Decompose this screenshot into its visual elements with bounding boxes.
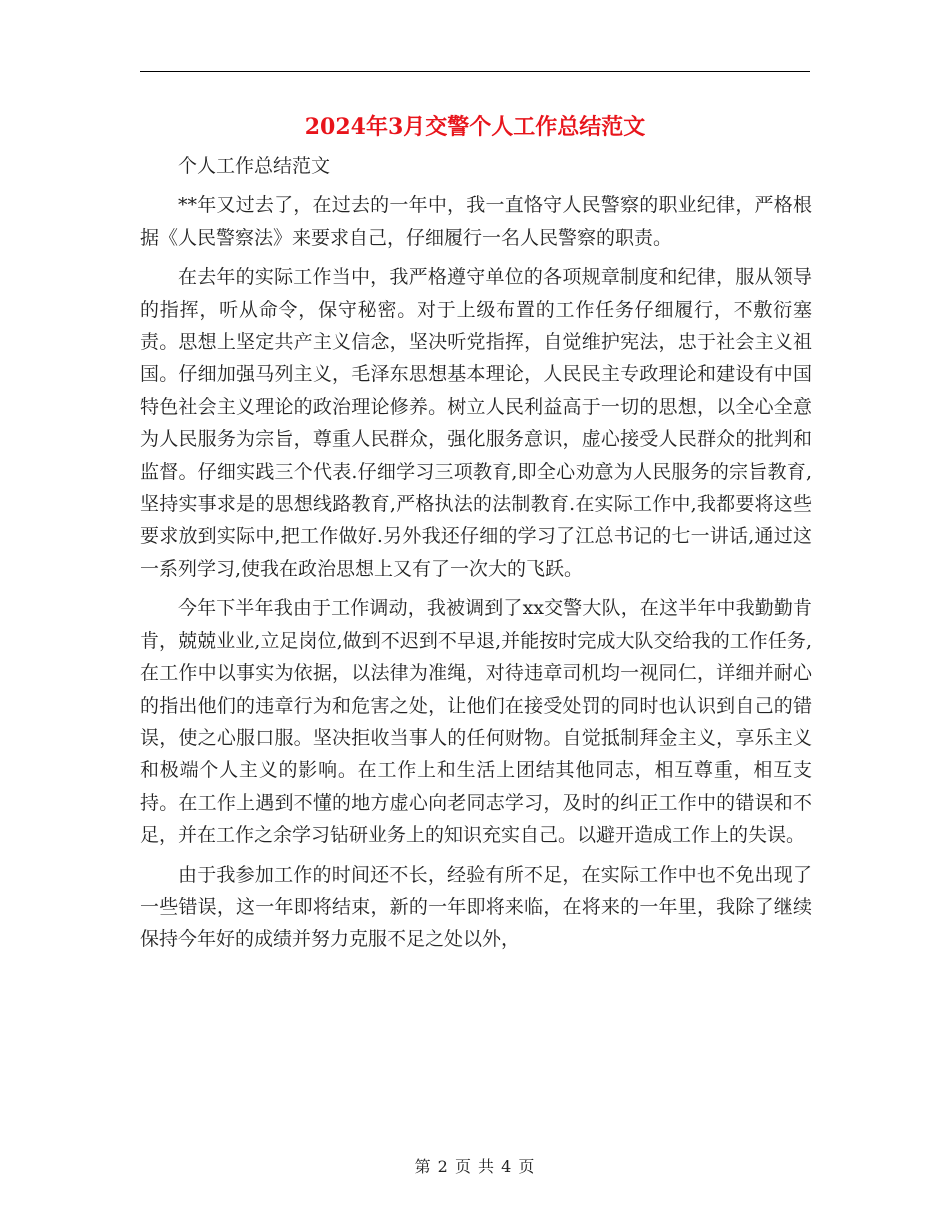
body-paragraph: 在去年的实际工作当中，我严格遵守单位的各项规章制度和纪律，服从领导的指挥，听从命令，保守秘密。对于上级布置的工作任务仔细履行，不敷衍塞责。思想上坚定共产主义信念，坚决听党指挥，自觉维护宪法，忠于社会主义祖国。仔细加强马列主义，毛泽东思想基本理论，人民民主专政理论和建设有中国特色社会主义理论的政治理论修养。树立人民利益高于一切的思想，以全心全意为人民服务为宗旨，尊重人民群众，强化服务意识，虚心接受人民群众的批判和监督。仔细实践三个代表.仔细学习三项教育,即全心劝意为人民服务的宗旨教育,坚持实事求是的思想线路教育,严格执法的法制教育.在实际工作中,我都要将这些要求放到实际中,把工作做好.另外我还仔细的学习了江总书记的七一讲话,通过这一系列学习,使我在政治思想上又有了一次大的飞跃。 [140, 266, 812, 580]
body-paragraph: 由于我参加工作的时间还不长，经验有所不足，在实际工作中也不免出现了一些错误，这一年即将结束，新的一年即将来临，在将来的一年里，我除了继续保持今年好的成绩并努力克服不足之处以外， [140, 863, 812, 951]
document-title: 2024年3月交警个人工作总结范文 [304, 114, 646, 140]
body-paragraph: **年又过去了，在过去的一年中，我一直恪守人民警察的职业纪律，严格根据《人民警察法》来要求自己，仔细履行一名人民警察的职责。 [140, 194, 812, 249]
document-body [140, 150, 812, 963]
subtitle-paragraph: 个人工作总结范文 [178, 155, 331, 177]
header-rule [140, 71, 810, 72]
body-paragraph: 今年下半年我由于工作调动，我被调到了xx交警大队，在这半年中我勤勤肯肯，兢兢业业,立足岗位,做到不迟到不早退,并能按时完成大队交给我的工作任务,在工作中以事实为依据，以法律为准绳，对待违章司机均一视同仁，详细并耐心的指出他们的违章行为和危害之处，让他们在接受处罚的同时也认识到自己的错误，使之心服口服。坚决拒收当事人的任何财物。自觉抵制拜金主义，享乐主义和极端个人主义的影响。在工作上和生活上团结其他同志，相互尊重，相互支持。在工作上遇到不懂的地方虚心向老同志学习，及时的纠正工作中的错误和不足，并在工作之余学习钻研业务上的知识充实自己。以避开造成工作上的失误。 [140, 597, 812, 847]
page-number: 第 2 页 共 4 页 [414, 1157, 536, 1176]
